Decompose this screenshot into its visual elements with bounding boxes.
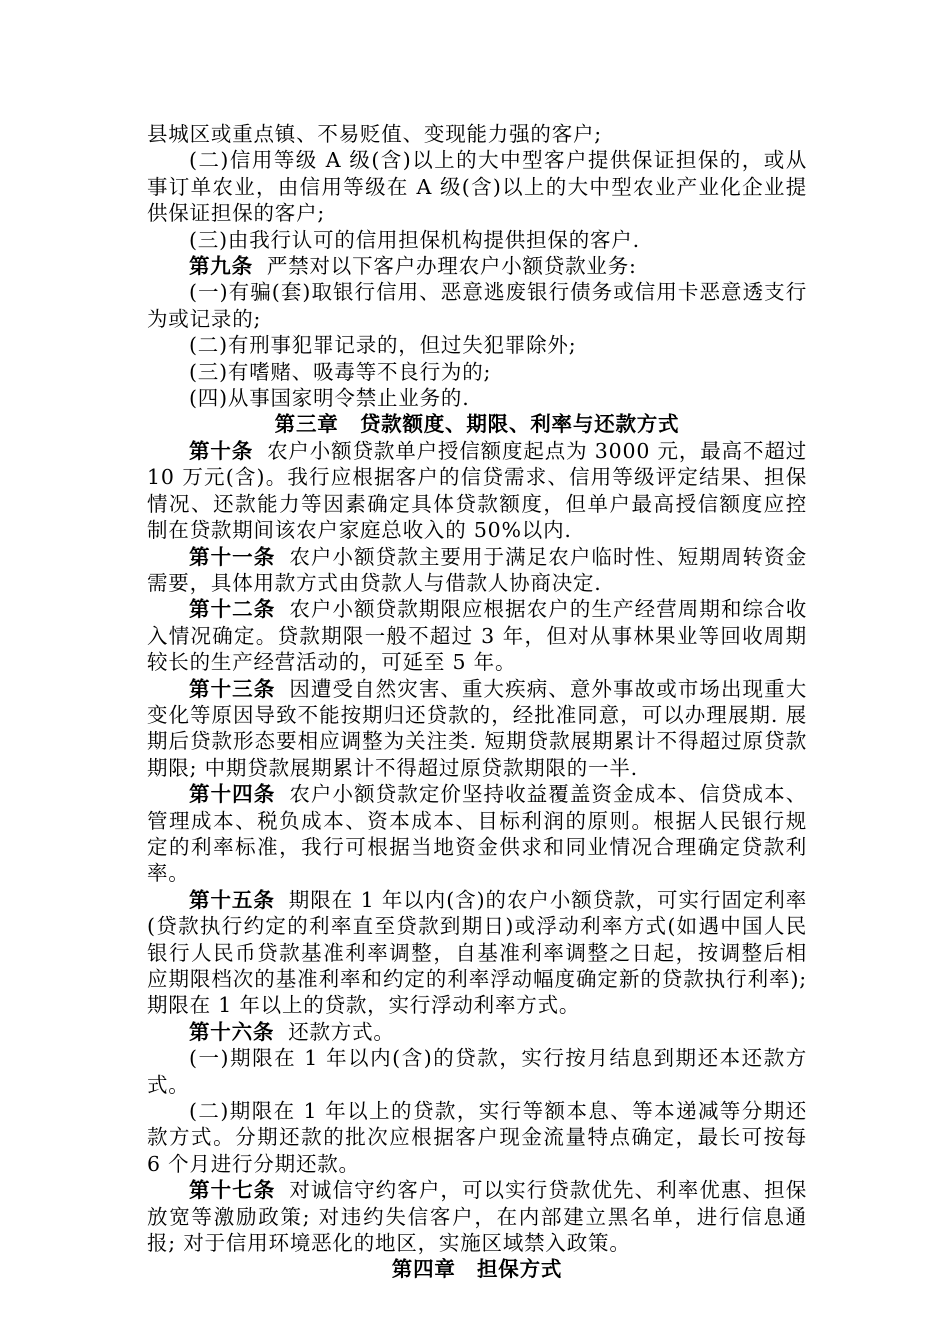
article-paragraph — [147, 1019, 807, 1045]
body-paragraph: (一)有骗(套)取银行信用、恶意逃废银行债务或信用卡恶意透支行为或记录的; — [147, 280, 807, 331]
article-label: 第十六条 — [189, 1019, 275, 1044]
article-text: 农户小额贷款单户授信额度起点为 3000 元，最高不超过 10 万元(含)。我行应根据客户的信贷需求、信用等级评定结果、担保情况、还款能力等因素确定具体贷款额度，但单户最高授信额度应控制在贷款期间该农户家庭总收入的 50%以内. — [147, 438, 807, 543]
body-paragraph: (三)有嗜赌、吸毒等不良行为的; — [189, 359, 492, 384]
body-paragraph: (二)有刑事犯罪记录的，但过失犯罪除外; — [189, 333, 577, 358]
article-paragraph — [147, 781, 807, 887]
article-paragraph — [147, 438, 807, 544]
body-paragraph: 县城区或重点镇、不易贬值、变现能力强的客户; — [147, 122, 603, 146]
article-text: 农户小额贷款期限应根据农户的生产经营周期和综合收入情况确定。贷款期限一般不超过 3 年，但对从事林果业等回收周期较长的生产经营活动的，可延至 5 年。 — [147, 597, 807, 675]
article-label: 第十二条 — [189, 597, 276, 622]
article-paragraph — [147, 887, 807, 1019]
article-text: 农户小额贷款定价坚持收益覆盖资金成本、信贷成本、管理成本、税负成本、资本成本、目标利润的原则。根据人民银行规定的利率标准，我行可根据当地资金供求和同业情况合理确定贷款利率。 — [147, 782, 807, 886]
article-paragraph — [147, 544, 807, 597]
article-text: 因遭受自然灾害、重大疾病、意外事故或市场出现重大变化等原因导致不能按期归还贷款的，经批准同意，可以办理展期. 展期后贷款形态要相应调整为关注类. 短期贷款展期累计不得超过原贷款期限; 中期贷款展期累计不得超过原贷款期限的一半. — [147, 676, 807, 780]
article-paragraph — [147, 1177, 807, 1256]
article-label: 第十条 — [189, 438, 254, 463]
article-paragraph — [147, 596, 807, 675]
document-body — [147, 121, 807, 1283]
article-paragraph — [147, 253, 807, 279]
article-text: 严禁对以下客户办理农户小额贷款业务: — [266, 254, 637, 279]
article-label: 第十一条 — [189, 544, 276, 569]
article-text: 期限在 1 年以内(含)的农户小额贷款，可实行固定利率(贷款执行约定的利率直至贷款到期日)或浮动利率方式(如遇中国人民银行人民币贷款基准利率调整，自基准利率调整之日起，按调整后相应期限档次的基准利率和约定的利率浮动幅度确定新的贷款执行利率); 期限在 1 年以上的贷款，实行浮动利率方式。 — [147, 887, 808, 1018]
article-label: 第十七条 — [189, 1178, 276, 1203]
article-text: 对诚信守约客户，可以实行贷款优先、利率优惠、担保放宽等激励政策; 对违约失信客户，在内部建立黑名单，进行信息通报; 对于信用环境恶化的地区，实施区域禁入政策。 — [147, 1178, 807, 1256]
chapter-heading: 第三章 贷款额度、期限、利率与还款方式 — [274, 412, 680, 437]
article-paragraph — [147, 676, 807, 782]
chapter-heading: 第四章 担保方式 — [391, 1257, 563, 1282]
article-label: 第十三条 — [189, 676, 276, 701]
body-paragraph: (四)从事国家明令禁止业务的. — [189, 386, 470, 411]
body-paragraph: (二)信用等级 A 级(含)以上的大中型客户提供保证担保的，或从事订单农业，由信用等级在 A 级(含)以上的大中型农业产业化企业提供保证担保的客户; — [147, 148, 807, 226]
article-label: 第十四条 — [189, 782, 276, 807]
body-paragraph: (一)期限在 1 年以内(含)的贷款，实行按月结息到期还本还款方式。 — [147, 1046, 807, 1097]
article-label: 第九条 — [189, 254, 253, 279]
article-text: 农户小额贷款主要用于满足农户临时性、短期周转资金需要，具体用款方式由贷款人与借款人协商决定. — [147, 544, 807, 595]
article-text: 还款方式。 — [288, 1019, 395, 1044]
body-paragraph: (二)期限在 1 年以上的贷款，实行等额本息、等本递减等分期还款方式。分期还款的批次应根据客户现金流量特点确定，最长可按每 6 个月进行分期还款。 — [147, 1099, 807, 1176]
article-label: 第十五条 — [189, 887, 275, 912]
body-paragraph: (三)由我行认可的信用担保机构提供担保的客户. — [189, 227, 640, 252]
